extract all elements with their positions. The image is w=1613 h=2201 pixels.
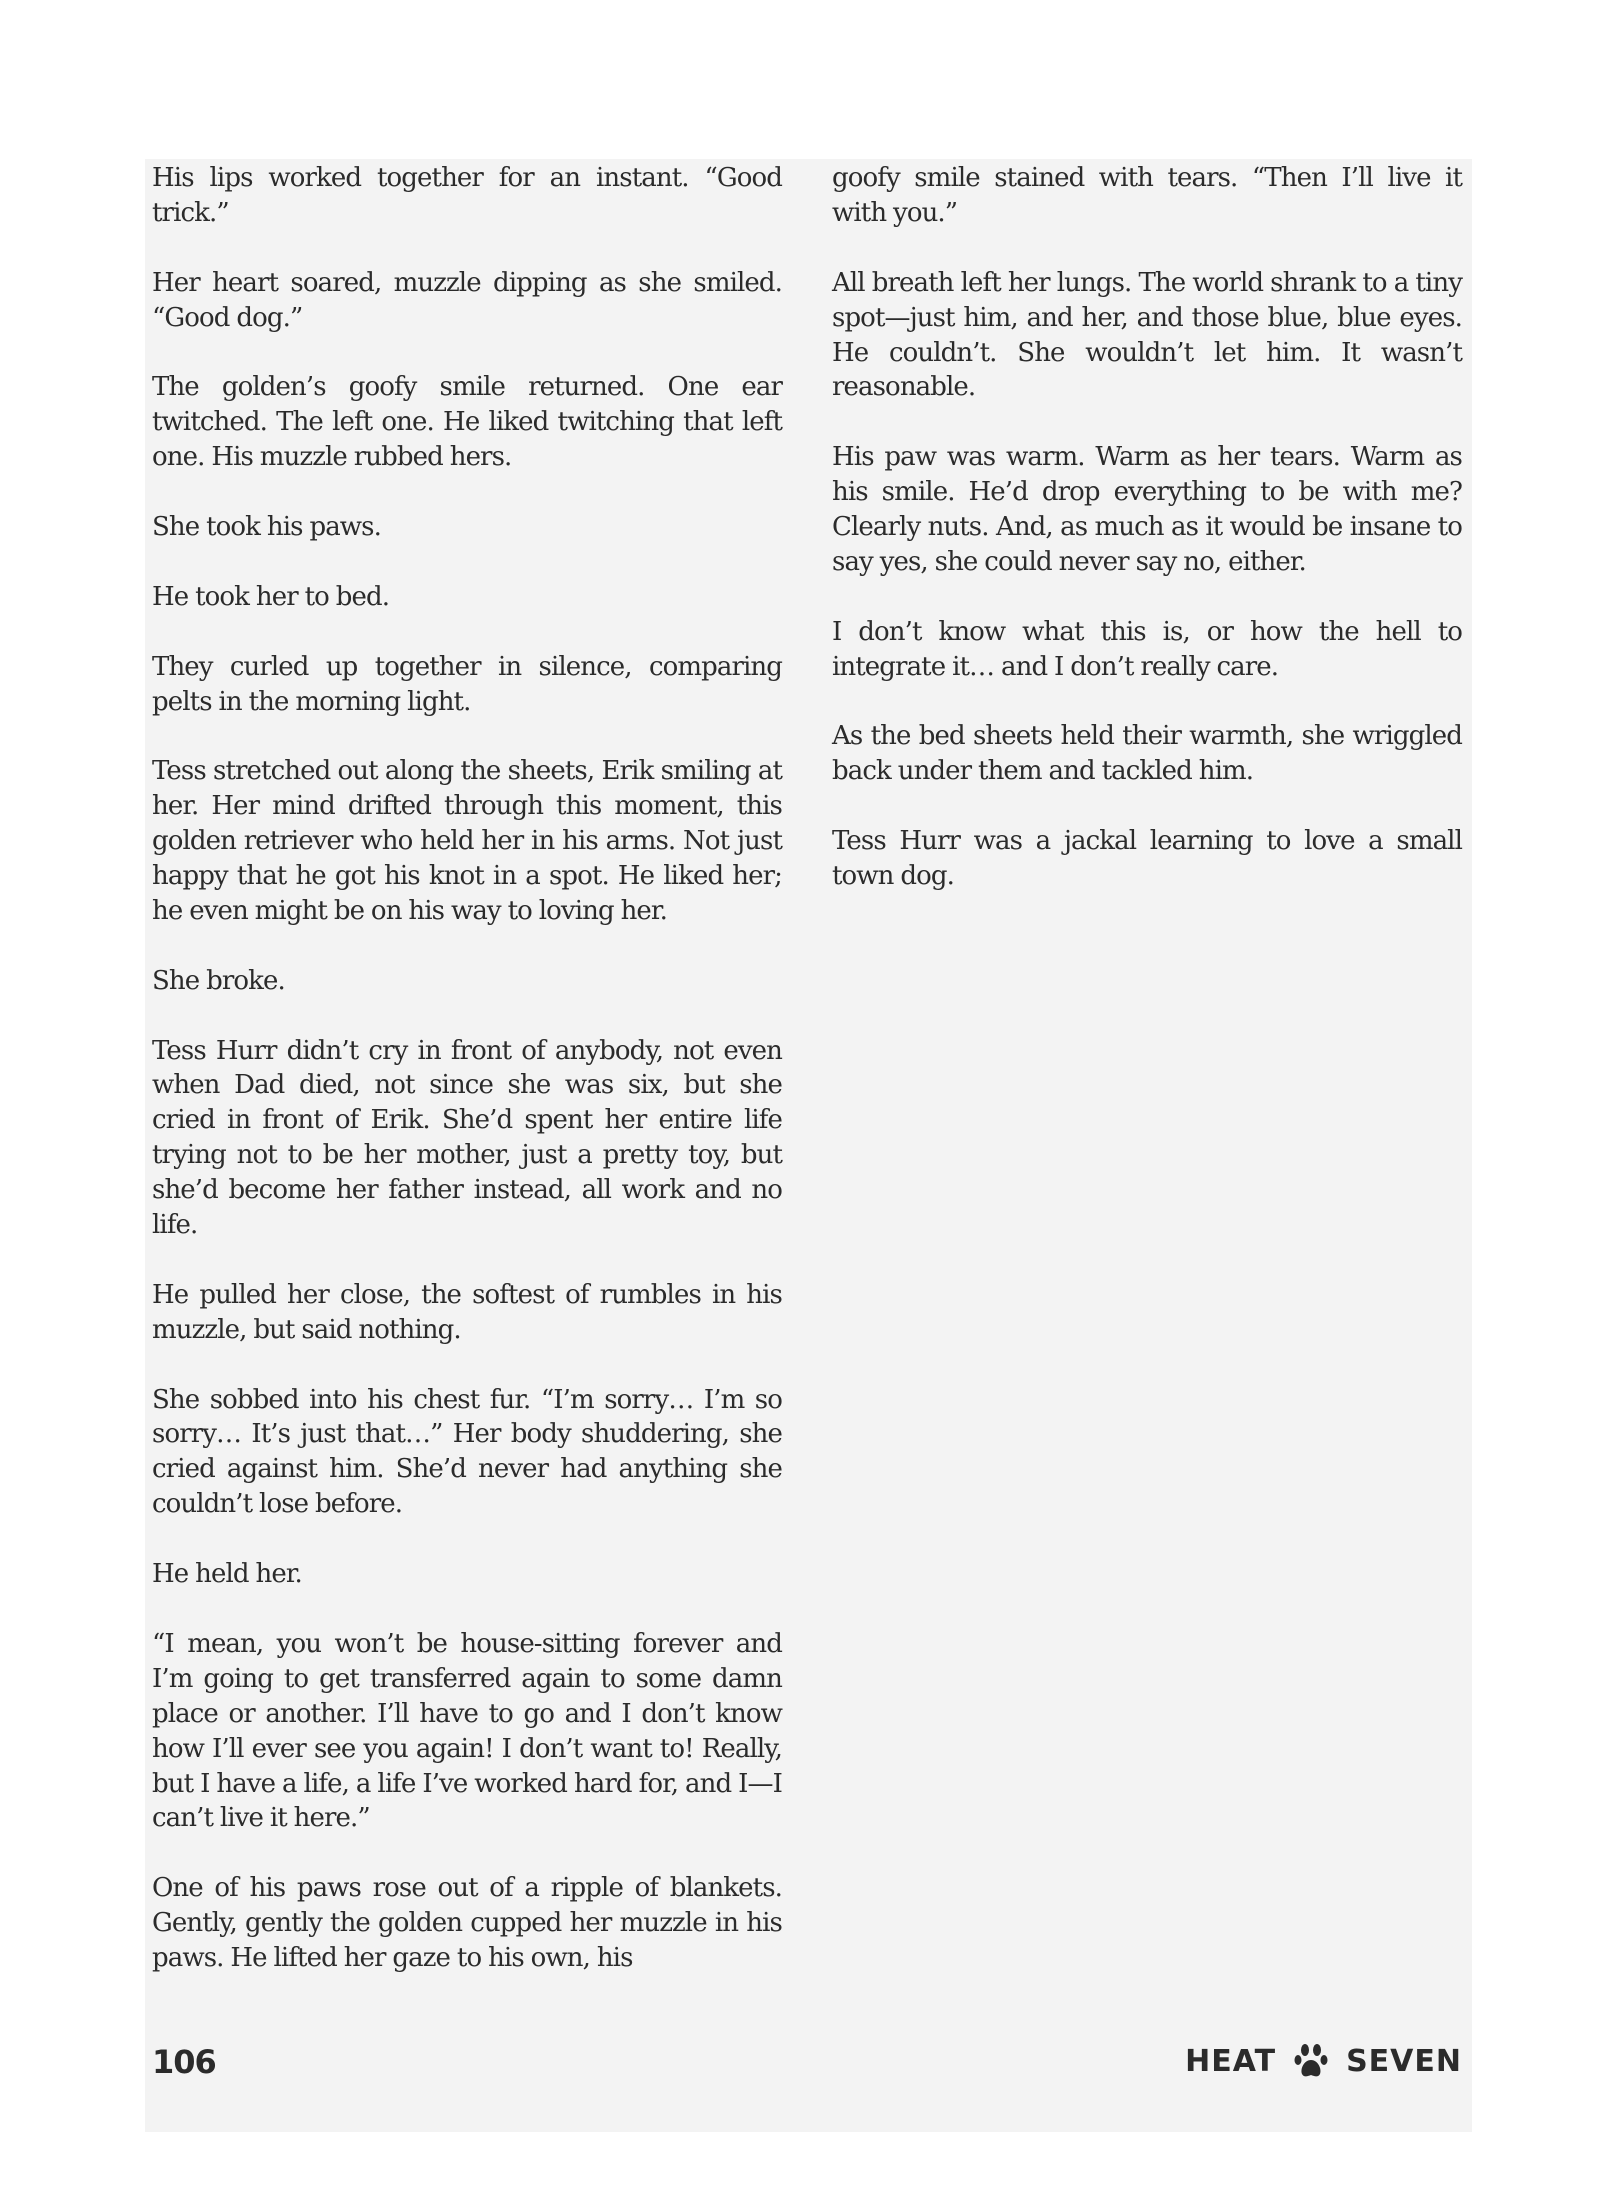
paragraph: His paw was warm. Warm as her tears. Warm as his smile. He’d drop everything to be with me? Clearly nuts. And, as much as it would be insane to say yes, she could never say no, either. [832,442,1462,577]
left-text-column [152,161,782,2011]
paragraph: He took her to bed. [152,581,390,612]
page-number: 106 [152,2043,216,2081]
page-footer [145,2039,1472,2099]
paw-print-icon [1294,2043,1328,2079]
paragraph: goofy smile stained with tears. “Then I’ll live it with you.” [832,163,1462,228]
paragraph: Tess stretched out along the sheets, Erik smiling at her. Her mind drifted through this moment, this golden retriever who held her in his arms. Not just happy that he got his knot in a spot. He liked her; he even might be on his way to loving her. [152,756,782,926]
paragraph: He held her. [152,1559,302,1590]
paragraph: She broke. [152,965,285,996]
paragraph: Tess Hurr was a jackal learning to love a small town dog. [832,826,1462,892]
paragraph: They curled up together in silence, comparing pelts in the morning light. [152,651,782,717]
paragraph: I don’t know what this is, or how the hell to integrate it… and I don’t really care. [832,616,1462,682]
paragraph: As the bed sheets held their warmth, she wriggled back under them and tackled him. [832,721,1462,787]
paragraph: His lips worked together for an instant. “Good trick.” [152,163,782,228]
right-text-column [832,161,1462,929]
paragraph: The golden’s goofy smile returned. One ear twitched. The left one. He liked twitching that left one. His muzzle rubbed hers. [152,372,782,473]
magazine-brand [1185,2043,1462,2079]
paragraph: She took his paws. [152,512,381,543]
brand-word-seven: SEVEN [1346,2043,1462,2079]
paragraph: “I mean, you won’t be house-sitting forever and I’m going to get transferred again to some damn place or another. I’ll have to go and I don’t know how I’ll ever see you again! I don’t want to! Really, but I have a life, a life I’ve worked hard for, and I—I can’t live it here.” [152,1628,782,1834]
paragraph: He pulled her close, the softest of rumbles in his muzzle, but said nothing. [152,1279,782,1345]
magazine-page [145,159,1472,2132]
paragraph: One of his paws rose out of a ripple of blankets. Gently, gently the golden cupped her muzzle in his paws. He lifted her gaze to his own, his [152,1873,782,1974]
paragraph: All breath left her lungs. The world shrank to a tiny spot—just him, and her, and those blue, blue eyes. He couldn’t. She wouldn’t let him. It wasn’t reasonable. [832,267,1462,403]
paragraph: She sobbed into his chest fur. “I’m sorry… I’m so sorry… It’s just that…” Her body shuddering, she cried against him. She’d never had anything she couldn’t lose before. [152,1384,782,1520]
paragraph: Tess Hurr didn’t cry in front of anybody, not even when Dad died, not since she was six, but she cried in front of Erik. She’d spent her entire life trying not to be her mother, just a pretty toy, but she’d become her father instead, all work and no life. [152,1035,782,1241]
paragraph: Her heart soared, muzzle dipping as she smiled. “Good dog.” [152,267,782,333]
brand-word-heat: HEAT [1185,2043,1277,2079]
